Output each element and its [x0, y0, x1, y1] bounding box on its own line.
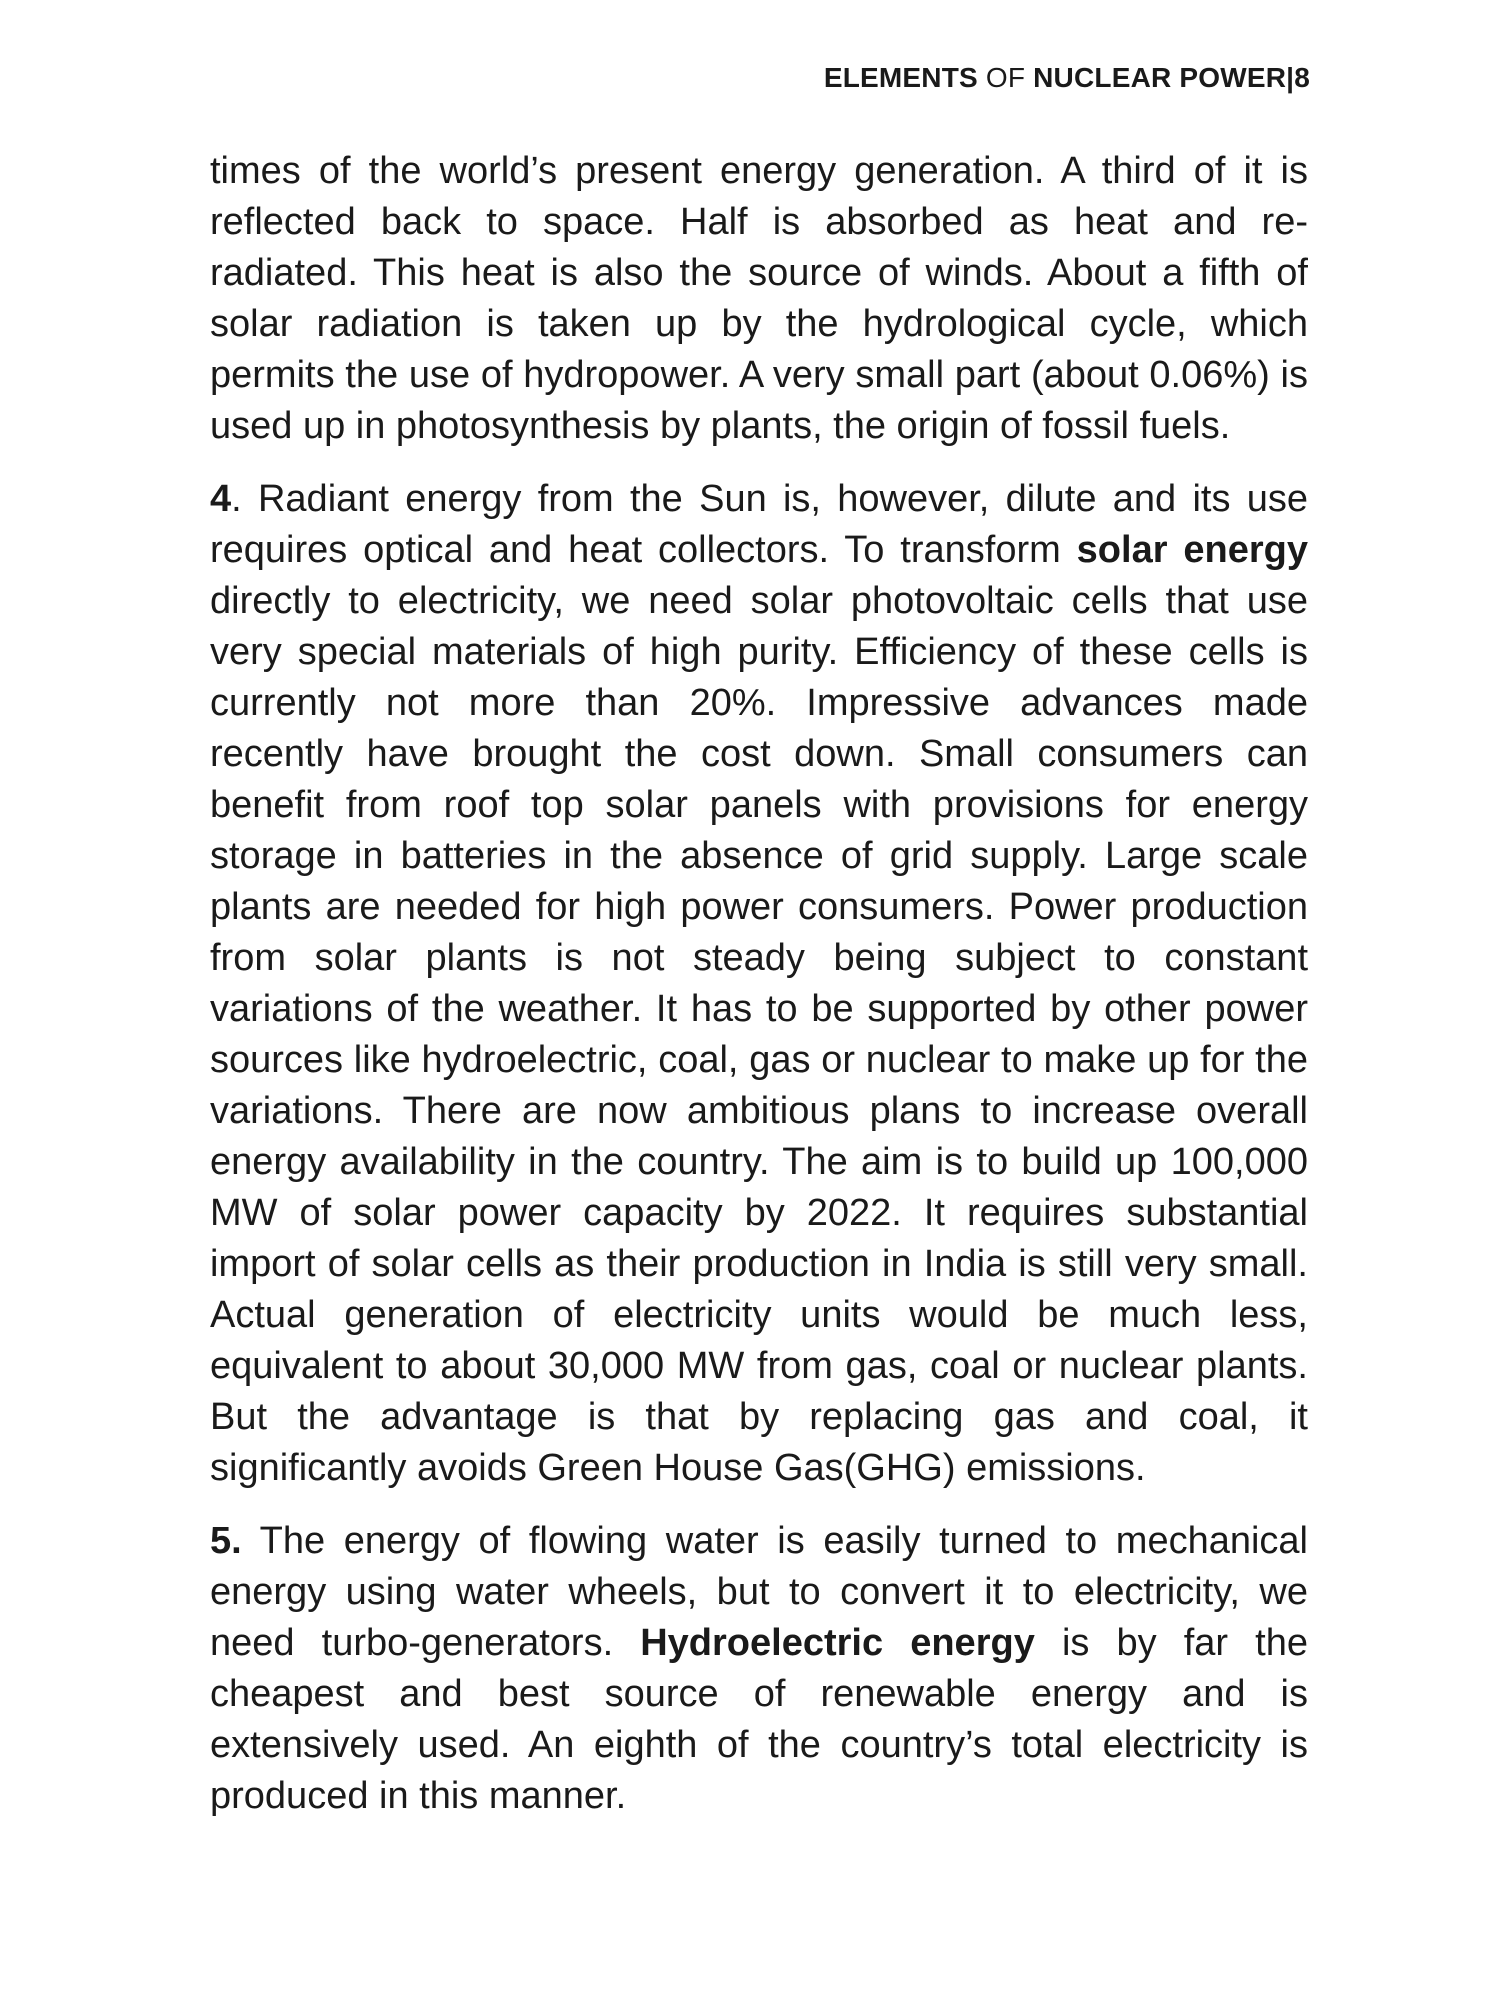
header-title-part1: ELEMENTS [823, 62, 978, 93]
paragraph-number: 5. [210, 1520, 242, 1562]
running-header [824, 62, 1310, 94]
bold-term-hydroelectric-energy: Hydroelectric energy [640, 1622, 1035, 1664]
bold-term-solar-energy: solar energy [1076, 529, 1308, 571]
paragraph-number: 4 [210, 478, 232, 520]
paragraph-continued: times of the world’s present energy generation. A third of it is reflected back to space. Half is absorbed as heat and re-radiated. This heat is also the source of winds. About a fifth of solar radiation is taken up by the hydrological cycle, which permits the use of hydropower. A very small part (about 0.06%) is used up in photosynthesis by plants, the origin of fossil fuels. [210, 150, 1308, 447]
paragraph-rest: is by far the cheapest and best source of renewable energy and is extensively used. An eighth of the country’s total electricity is produced in this manner. [210, 1622, 1308, 1817]
paragraph-lead: . Radiant energy from the Sun is, however, dilute and its use requires optical and heat collectors. To transform [210, 478, 1308, 571]
paragraph-5 [210, 1516, 1308, 1822]
header-title-part3: NUCLEAR POWER|8 [1033, 62, 1310, 93]
paragraph-4 [210, 474, 1308, 1494]
paragraph-lead: The energy of flowing water is easily turned to mechanical energy using water wheels, but to convert it to electricity, we need turbo-generators. [210, 1520, 1308, 1664]
body-text [210, 146, 1308, 1844]
header-title-part2: OF [977, 62, 1034, 93]
paragraph-rest: directly to electricity, we need solar photovoltaic cells that use very special materials of high purity. Efficiency of these cells is currently not more than 20%. Impressive advances made recently have brought the cost down. Small consumers can benefit from roof top solar panels with provisions for energy storage in batteries in the absence of grid supply. Large scale plants are needed for high power consumers. Power production from solar plants is not steady being subject to constant variations of the weather. It has to be supported by other power sources like hydroelectric, coal, gas or nuclear to make up for the variations. There are now ambitious plans to increase overall energy availability in the country. The aim is to build up 100,000 MW of solar power capacity by 2022. It requires substantial import of solar cells as their production in India is still very small. Actual generation of electricity units would be much less, equivalent to about 30,000 MW from gas, coal or nuclear plants. But the advantage is that by replacing gas and coal, it significantly avoids Green House Gas(GHG) emissions. [210, 580, 1308, 1489]
